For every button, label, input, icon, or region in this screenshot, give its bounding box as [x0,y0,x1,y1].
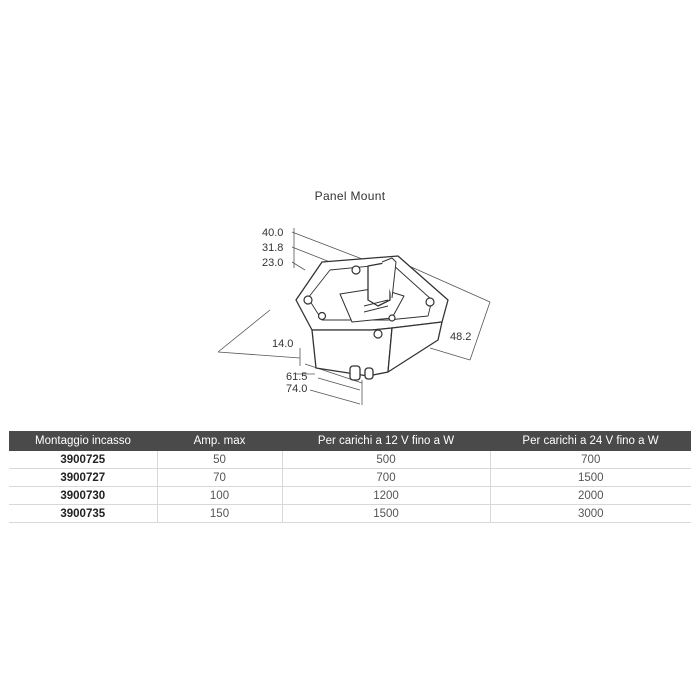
dim-40: 40.0 [262,227,284,239]
diagram-title: Panel Mount [314,189,386,203]
cell-amp: 70 [157,469,282,487]
cell-24v: 3000 [490,505,691,523]
cell-12v: 1200 [282,487,490,505]
table-row [9,505,691,523]
col-header-model: Montaggio incasso [9,431,157,451]
col-header-24v: Per carichi a 24 V fino a W [490,431,691,451]
cell-model: 3900730 [9,487,157,505]
cell-12v: 700 [282,469,490,487]
cell-12v: 500 [282,451,490,469]
dim-31-8: 31.8 [262,242,284,254]
cell-model: 3900727 [9,469,157,487]
col-header-amp: Amp. max [157,431,282,451]
dim-23: 23.0 [262,257,284,269]
cell-amp: 50 [157,451,282,469]
dim-74: 74.0 [286,383,308,395]
cell-amp: 150 [157,505,282,523]
table-header-row [9,431,691,451]
table-row [9,487,691,505]
dim-14: 14.0 [272,338,294,350]
spec-table [9,431,691,523]
dim-48-2: 48.2 [450,331,472,343]
cell-amp: 100 [157,487,282,505]
cell-model: 3900735 [9,505,157,523]
cell-12v: 1500 [282,505,490,523]
col-header-12v: Per carichi a 12 V fino a W [282,431,490,451]
cell-24v: 700 [490,451,691,469]
table-row [9,451,691,469]
dim-61-5: 61.5 [286,371,308,383]
cell-model: 3900725 [9,451,157,469]
cell-24v: 2000 [490,487,691,505]
table-row [9,469,691,487]
cell-24v: 1500 [490,469,691,487]
